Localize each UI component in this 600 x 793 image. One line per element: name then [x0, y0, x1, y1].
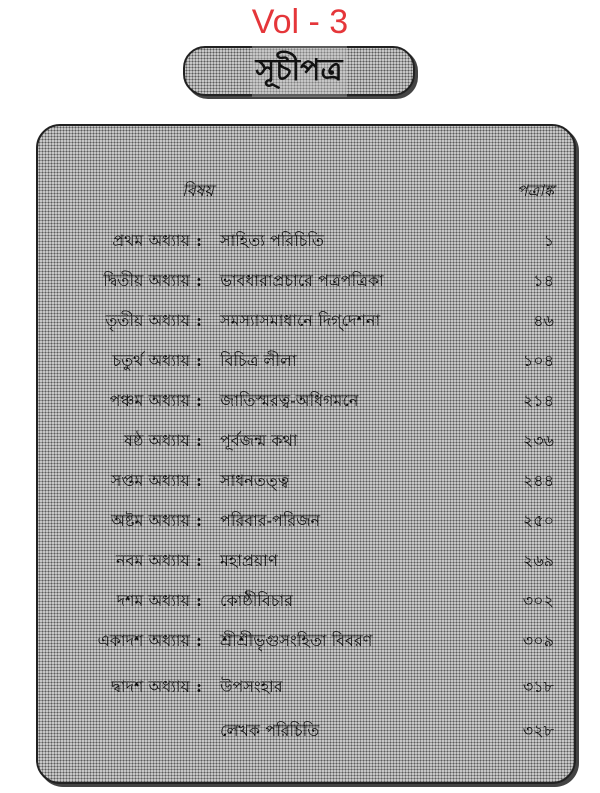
chapter-label: চতুর্থ অধ্যায়	[112, 351, 190, 370]
column-header-page: পত্রাঙ্ক	[516, 181, 554, 200]
column-header-subject: বিষয়	[182, 181, 214, 200]
chapter-title: উপসংহার	[220, 677, 283, 696]
chapter-title: লেখক পরিচিতি	[220, 721, 320, 740]
chapter-title: কোষ্ঠীবিচার	[220, 591, 293, 610]
page-number: ৩১৮	[522, 677, 554, 696]
separator: :	[196, 231, 202, 250]
toc-row	[38, 266, 574, 296]
separator: :	[196, 511, 202, 530]
chapter-title: বিচিত্র লীলা	[220, 351, 297, 370]
chapter-title: সাহিত্য পরিচিতি	[220, 231, 324, 250]
chapter-label: দশম অধ্যায়	[116, 591, 190, 610]
separator: :	[196, 391, 202, 410]
chapter-label: পঞ্চম অধ্যায়	[109, 391, 190, 410]
separator: :	[196, 471, 202, 490]
toc-row	[38, 626, 574, 656]
toc-row	[38, 346, 574, 376]
volume-label: Vol - 3	[251, 3, 349, 41]
toc-row	[38, 386, 574, 416]
chapter-label: প্রথম অধ্যায়	[112, 231, 190, 250]
toc-row	[38, 466, 574, 496]
separator: :	[196, 311, 202, 330]
page-number: ১	[543, 231, 554, 250]
toc-row	[38, 306, 574, 336]
page-number: ৩২৮	[522, 721, 554, 740]
page-number: ৩০২	[522, 591, 554, 610]
title-banner	[183, 46, 415, 96]
page-number: ২১৪	[522, 391, 554, 410]
page-number: ২৪৪	[522, 471, 554, 490]
toc-row	[38, 226, 574, 256]
page-number: ৪৬	[533, 311, 554, 330]
toc-row	[38, 672, 574, 702]
chapter-title: পরিবার-পরিজন	[220, 511, 321, 530]
chapter-title: সমস্যাসমাধানে দিগ্‌দেশনা	[220, 311, 381, 330]
chapter-label: অষ্টম অধ্যায়	[111, 511, 190, 530]
separator: :	[196, 431, 202, 450]
chapter-title: ভাবধারাপ্রচারে পত্রপত্রিকা	[220, 271, 384, 290]
chapter-label: দ্বিতীয় অধ্যায়	[103, 271, 190, 290]
separator: :	[196, 351, 202, 370]
toc-row	[38, 506, 574, 536]
separator: :	[196, 271, 202, 290]
separator: :	[196, 551, 202, 570]
table-of-contents	[36, 124, 576, 784]
page-number: ১৪	[533, 271, 554, 290]
chapter-label: নবম অধ্যায়	[116, 551, 190, 570]
toc-row	[38, 426, 574, 456]
chapter-label: সপ্তম অধ্যায়	[110, 471, 190, 490]
chapter-title: সাধনতত্ত্ব	[220, 471, 290, 490]
chapter-label: দ্বাদশ অধ্যায়	[111, 677, 190, 696]
separator: :	[196, 591, 202, 610]
chapter-title: শ্রীশ্রীভৃগুসংহিতা বিবরণ	[220, 631, 373, 650]
toc-row	[38, 716, 574, 746]
page-number: ২৫০	[522, 511, 554, 530]
page-number: ২৩৬	[522, 431, 554, 450]
page-title: সূচীপত্র	[252, 46, 347, 97]
page-number: ২৬৯	[522, 551, 554, 570]
toc-row	[38, 546, 574, 576]
separator: :	[196, 677, 202, 696]
chapter-label: একাদশ অধ্যায়	[97, 631, 190, 650]
page-number: ৩০৯	[522, 631, 554, 650]
chapter-label: ষষ্ঠ অধ্যায়	[124, 431, 190, 450]
toc-row	[38, 586, 574, 616]
chapter-title: পূর্বজন্ম কথা	[220, 431, 298, 450]
chapter-title: জাতিস্মরত্ব-অধিগমনে	[220, 391, 359, 410]
page-number: ১০৪	[522, 351, 554, 370]
chapter-title: মহাপ্রয়াণ	[220, 551, 278, 570]
chapter-label: তৃতীয় অধ্যায়	[105, 311, 190, 330]
separator: :	[196, 631, 202, 650]
